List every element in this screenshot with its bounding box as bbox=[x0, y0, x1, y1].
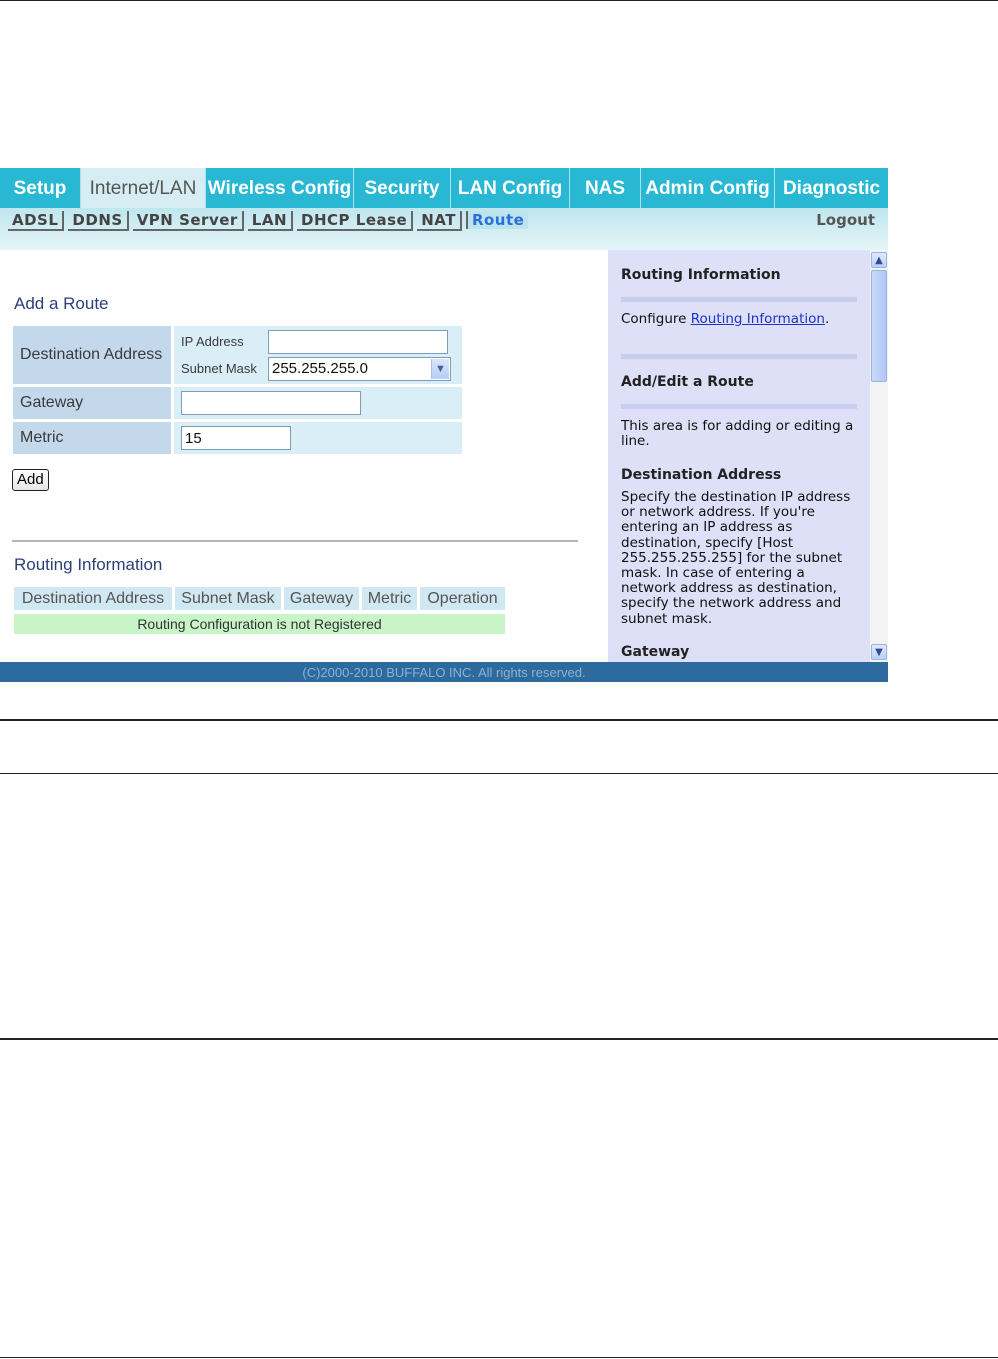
tab-wireless-config[interactable]: Wireless Config bbox=[206, 168, 354, 208]
help-heading-gateway: Gateway bbox=[621, 644, 690, 660]
tab-setup[interactable]: Setup bbox=[0, 168, 81, 208]
main-panel bbox=[0, 250, 608, 662]
subtab-dhcp-lease[interactable]: DHCP Lease bbox=[297, 211, 413, 231]
help-destination-text: Specify the destination IP address or network address. If you're entering an IP address as destination, specify [Host 255.255.255.255] for the subnet mask. In case of entering a network address as destination, specify the network address and subnet mask. bbox=[621, 489, 851, 627]
page-rule-3 bbox=[0, 1038, 998, 1040]
help-routing-info-text: Configure Routing Information. bbox=[621, 311, 830, 327]
scroll-up-icon[interactable]: ▲ bbox=[871, 252, 887, 268]
metric-label: Metric bbox=[13, 422, 171, 454]
help-scrollbar[interactable] bbox=[870, 250, 888, 662]
page-top-rule bbox=[0, 0, 998, 1]
subnet-mask-value: 255.255.255.0 bbox=[272, 360, 368, 377]
col-operation: Operation bbox=[420, 587, 505, 610]
subtab-route[interactable]: Route bbox=[466, 211, 528, 229]
col-metric: Metric bbox=[362, 587, 417, 610]
col-subnet-mask: Subnet Mask bbox=[175, 587, 281, 610]
page-rule-2 bbox=[0, 773, 998, 774]
logout-link[interactable]: Logout bbox=[816, 211, 875, 229]
sub-nav bbox=[0, 208, 888, 250]
subtab-lan[interactable]: LAN bbox=[248, 211, 293, 231]
scroll-down-icon[interactable]: ▼ bbox=[871, 644, 887, 660]
col-destination-address: Destination Address bbox=[14, 587, 172, 610]
page-rule-1 bbox=[0, 719, 998, 721]
subnet-mask-select[interactable] bbox=[268, 357, 451, 381]
tab-security[interactable]: Security bbox=[354, 168, 451, 208]
router-settings-screen bbox=[0, 168, 888, 682]
help-heading-destination: Destination Address bbox=[621, 467, 782, 483]
tab-diagnostic[interactable]: Diagnostic bbox=[782, 178, 881, 199]
destination-address-label: Destination Address bbox=[13, 326, 171, 384]
help-separator bbox=[621, 354, 857, 359]
help-panel bbox=[608, 250, 870, 662]
routing-info-title: Routing Information bbox=[14, 555, 163, 574]
chevron-down-icon[interactable]: ▼ bbox=[431, 359, 449, 379]
add-route-title: Add a Route bbox=[14, 294, 109, 313]
help-heading-routing-info: Routing Information bbox=[621, 267, 781, 283]
footer-copyright: (C)2000-2010 BUFFALO INC. All rights reserved. bbox=[0, 662, 888, 682]
add-button[interactable]: Add bbox=[12, 469, 49, 491]
tab-lan-config[interactable]: LAN Config bbox=[451, 168, 570, 208]
subtab-vpn-server[interactable]: VPN Server bbox=[133, 211, 244, 231]
subtab-adsl[interactable]: ADSL bbox=[8, 211, 64, 231]
section-divider bbox=[12, 540, 578, 542]
gateway-input[interactable] bbox=[181, 391, 361, 415]
ip-address-label: IP Address bbox=[181, 334, 244, 349]
routing-empty-message: Routing Configuration is not Registered bbox=[14, 614, 505, 634]
page-bottom-rule bbox=[0, 1357, 998, 1358]
subtab-nat[interactable]: NAT bbox=[417, 211, 462, 231]
gateway-label: Gateway bbox=[13, 387, 171, 419]
subnet-mask-label: Subnet Mask bbox=[181, 361, 257, 376]
main-nav bbox=[0, 168, 888, 208]
subtab-ddns[interactable]: DDNS bbox=[68, 211, 128, 231]
help-add-edit-text: This area is for adding or editing a line. bbox=[621, 418, 854, 450]
help-separator bbox=[621, 404, 857, 409]
routing-information-link[interactable]: Routing Information bbox=[690, 311, 825, 327]
tab-nas[interactable]: NAS bbox=[570, 168, 641, 208]
tab-internet-lan[interactable]: Internet/LAN bbox=[81, 168, 206, 208]
metric-input[interactable] bbox=[181, 426, 291, 450]
scroll-thumb[interactable] bbox=[871, 270, 887, 382]
help-separator bbox=[621, 297, 857, 302]
col-gateway: Gateway bbox=[284, 587, 359, 610]
tab-admin-config[interactable]: Admin Config bbox=[641, 168, 775, 208]
help-heading-add-edit: Add/Edit a Route bbox=[621, 374, 754, 390]
ip-address-input[interactable] bbox=[268, 330, 448, 354]
